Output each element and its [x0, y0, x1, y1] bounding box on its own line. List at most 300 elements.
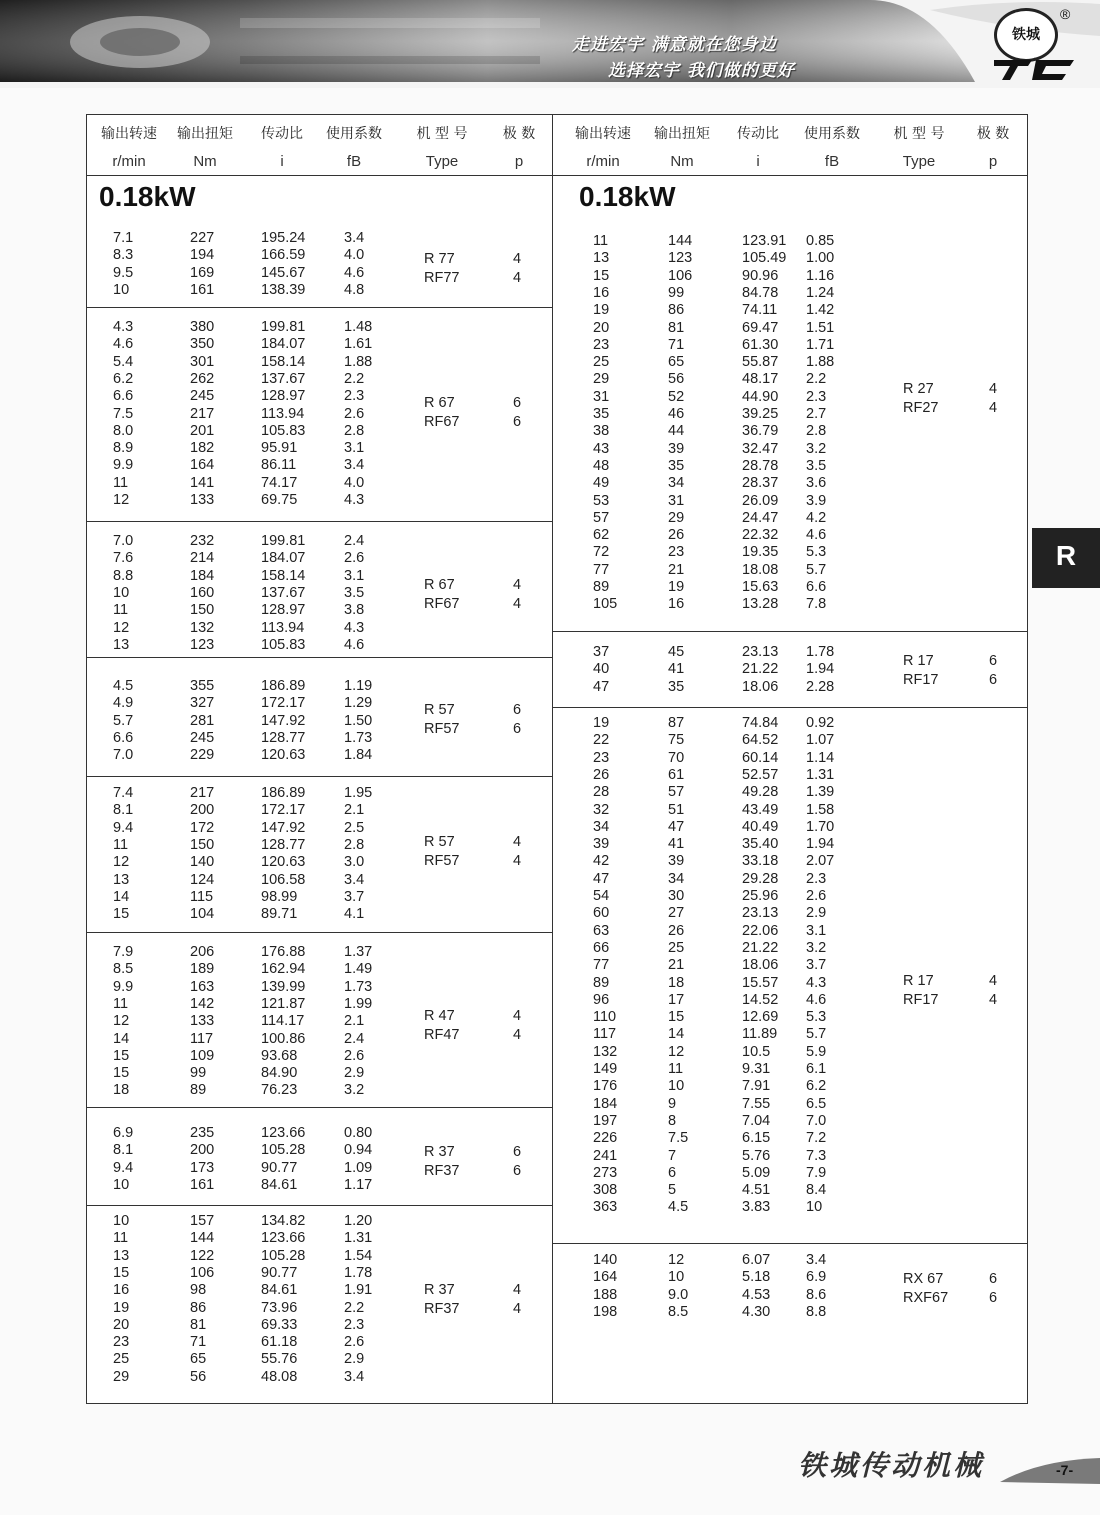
- right-table-cell: 49: [593, 475, 610, 492]
- left-table-cell: 105.83: [261, 636, 306, 653]
- right-table-cell: 1.16: [806, 267, 835, 284]
- right-table-cell: 1.94: [806, 661, 835, 678]
- right-table-cell: 46: [668, 406, 685, 422]
- left-group-divider: [87, 1205, 552, 1206]
- right-table-cell: 6.5: [806, 1095, 827, 1112]
- left-table-cell: 2.4: [344, 533, 365, 549]
- right-table-cell: 5.09: [742, 1164, 771, 1181]
- left-table-cell: 7.5: [113, 405, 134, 422]
- left-table-cell: 184.07: [261, 336, 306, 353]
- right-table-cell: 6.9: [806, 1269, 827, 1286]
- right-table-cell: 1.31: [806, 766, 835, 783]
- left-header-speed-zh: 输出转速: [101, 126, 157, 142]
- left-header-row: [87, 115, 552, 176]
- right-table-cell: 8: [668, 1112, 677, 1129]
- right-table-cell: 5.3: [806, 544, 827, 561]
- left-table-cell: 9.4: [113, 819, 134, 836]
- left-table-cell: 6.2: [113, 370, 134, 387]
- right-table-cell: 1.07: [806, 732, 835, 749]
- right-column: [553, 115, 1027, 1403]
- right-table-cell: 4.6: [806, 991, 827, 1008]
- right-table-cell: 5.3: [806, 1009, 827, 1026]
- left-table-cell: 9.9: [113, 978, 134, 995]
- left-table-cell: 106: [190, 1264, 215, 1281]
- left-column: [87, 115, 553, 1403]
- right-table-cell: 10: [668, 1269, 685, 1286]
- left-table-cell: 56: [190, 1368, 207, 1385]
- left-model-type: RF67: [424, 414, 460, 430]
- right-table-cell: 49.28: [742, 784, 779, 801]
- left-table-cell: 12: [113, 1013, 130, 1030]
- left-table-cell: 4.0: [344, 247, 365, 264]
- right-table-cell: 123.91: [742, 233, 787, 249]
- left-table-cell: 141: [190, 474, 215, 491]
- right-table-cell: 16: [593, 284, 610, 301]
- right-table-cell: 4.3: [806, 974, 827, 991]
- right-table-cell: 8.6: [806, 1286, 827, 1303]
- left-table-cell: 145.67: [261, 264, 306, 281]
- right-table-cell: 26: [668, 922, 685, 939]
- right-table-cell: 19: [668, 579, 685, 595]
- left-group-divider: [87, 776, 552, 777]
- left-table-cell: 232: [190, 533, 215, 549]
- right-table-cell: 62: [593, 527, 610, 544]
- right-table-cell: 3.9: [806, 492, 827, 509]
- left-table-cell: 6.9: [113, 1125, 134, 1141]
- right-table-cell: 25: [593, 354, 610, 371]
- left-table-cell: 4.1: [344, 906, 365, 923]
- right-table-cell: 241: [593, 1147, 618, 1164]
- left-model-type: R 37: [424, 1282, 455, 1298]
- left-pole-count: 6: [513, 414, 522, 430]
- left-table-cell: 184.07: [261, 550, 306, 567]
- right-table-cell: 39: [668, 853, 685, 870]
- left-table-cell: 113.94: [261, 619, 305, 636]
- left-table-cell: 163: [190, 978, 215, 995]
- right-table-cell: 1.78: [806, 644, 835, 660]
- left-table-cell: 1.73: [344, 978, 373, 995]
- left-table-cell: 123: [190, 636, 215, 653]
- left-table-cell: 10: [113, 584, 130, 601]
- left-table-cell: 7.0: [113, 747, 134, 764]
- left-table-cell: 1.20: [344, 1213, 373, 1229]
- right-table-cell: 13.28: [742, 596, 779, 613]
- left-table-cell: 8.5: [113, 961, 134, 978]
- right-table-cell: 198: [593, 1303, 618, 1320]
- left-table-cell: 164: [190, 457, 215, 474]
- right-table-cell: 60.14: [742, 749, 779, 766]
- right-header-speed-en: r/min: [586, 153, 620, 170]
- right-pole-count: 4: [989, 973, 998, 989]
- right-table-cell: 4.2: [806, 509, 827, 526]
- left-table-cell: 7.4: [113, 785, 134, 801]
- right-table-cell: 70: [668, 749, 685, 766]
- right-table-cell: 1.94: [806, 836, 835, 853]
- right-table-cell: 29: [593, 371, 610, 388]
- logo-mark-text: TC: [1034, 58, 1036, 59]
- right-table-cell: 363: [593, 1199, 618, 1216]
- page-number: -7-: [1056, 1462, 1074, 1478]
- left-table-cell: 122: [190, 1247, 215, 1264]
- left-table-cell: 15: [113, 1047, 130, 1064]
- left-table-cell: 1.29: [344, 695, 373, 712]
- right-table-cell: 7.0: [806, 1112, 827, 1129]
- right-table-cell: 21.22: [742, 661, 779, 678]
- left-table-cell: 235: [190, 1125, 215, 1141]
- left-table-cell: 0.94: [344, 1142, 373, 1159]
- left-table-cell: 3.4: [344, 230, 365, 246]
- left-table-cell: 105.28: [261, 1247, 306, 1264]
- right-header-torque-en: Nm: [670, 153, 694, 170]
- right-table-cell: 28.37: [742, 475, 779, 492]
- right-header-poles-en: p: [988, 153, 998, 170]
- left-table-cell: 199.81: [261, 319, 306, 335]
- left-table-cell: 2.6: [344, 550, 365, 567]
- left-table-cell: 1.88: [344, 353, 373, 370]
- left-table-cell: 73.96: [261, 1299, 298, 1316]
- left-model-type: R 57: [424, 834, 455, 850]
- left-table-cell: 4.5: [113, 678, 134, 694]
- right-table-cell: 21: [668, 561, 685, 578]
- right-table-cell: 8.8: [806, 1303, 827, 1320]
- left-pole-count: 6: [513, 1144, 522, 1160]
- right-header-poles-zh: 极 数: [976, 126, 1010, 142]
- right-table-cell: 75: [668, 732, 685, 749]
- left-table-cell: 81: [190, 1316, 207, 1333]
- left-table-cell: 55.76: [261, 1351, 298, 1368]
- right-table-cell: 66: [593, 939, 610, 956]
- right-model-type: RF27: [903, 400, 939, 416]
- right-header-factor-en: fB: [824, 153, 840, 170]
- left-table-cell: 10: [113, 1213, 130, 1229]
- right-table-cell: 106: [668, 267, 693, 284]
- right-table-cell: 90.96: [742, 267, 779, 284]
- right-table-cell: 18: [668, 974, 685, 991]
- left-table-cell: 20: [113, 1316, 130, 1333]
- left-table-cell: 147.92: [261, 819, 306, 836]
- left-table-cell: 4.3: [113, 319, 134, 335]
- right-table-cell: 5.7: [806, 561, 827, 578]
- right-table-cell: 105.49: [742, 250, 787, 267]
- right-table-cell: 132: [593, 1043, 618, 1060]
- right-table-cell: 32: [593, 801, 610, 818]
- right-table-cell: 5.7: [806, 1026, 827, 1043]
- right-table-cell: 21: [668, 957, 685, 974]
- right-header-factor-zh: 使用系数: [804, 126, 860, 142]
- left-table-cell: 2.9: [344, 1065, 365, 1082]
- right-table-cell: 15.57: [742, 974, 779, 991]
- left-model-type: RF77: [424, 270, 460, 286]
- left-table-cell: 69.75: [261, 492, 298, 508]
- left-table-cell: 2.2: [344, 1299, 365, 1316]
- left-pole-count: 4: [513, 853, 522, 869]
- right-table-cell: 5.18: [742, 1269, 771, 1286]
- left-pole-count: 4: [513, 1301, 522, 1317]
- left-table-cell: 93.68: [261, 1047, 298, 1064]
- right-table-cell: 7.9: [806, 1164, 827, 1181]
- right-table-cell: 2.8: [806, 423, 827, 440]
- left-model-type: RF47: [424, 1027, 460, 1043]
- left-table-cell: 12: [113, 619, 130, 636]
- right-table-cell: 18.06: [742, 957, 779, 974]
- left-table-cell: 11: [113, 995, 129, 1012]
- left-table-cell: 1.09: [344, 1159, 373, 1176]
- right-table-cell: 77: [593, 561, 610, 578]
- right-table-cell: 89: [593, 974, 610, 991]
- section-tab: [1032, 528, 1100, 588]
- right-table-cell: 84.78: [742, 284, 779, 301]
- left-table-cell: 138.39: [261, 281, 306, 298]
- right-table-cell: 61.30: [742, 336, 779, 353]
- left-table-cell: 11: [113, 474, 129, 491]
- left-table-cell: 90.77: [261, 1159, 298, 1176]
- left-table-cell: 158.14: [261, 567, 306, 584]
- left-table-cell: 2.4: [344, 1030, 365, 1047]
- right-table-cell: 41: [668, 836, 685, 853]
- left-table-cell: 2.3: [344, 1316, 365, 1333]
- right-table-cell: 1.39: [806, 784, 835, 801]
- left-table-cell: 3.0: [344, 854, 365, 871]
- left-table-cell: 25: [113, 1351, 130, 1368]
- left-table-cell: 173: [190, 1159, 215, 1176]
- section-tab-label: R: [1055, 540, 1077, 571]
- right-table-cell: 144: [668, 233, 693, 249]
- right-table-cell: 23: [593, 749, 610, 766]
- right-group-divider: [553, 1243, 1027, 1244]
- left-pole-count: 6: [513, 702, 522, 718]
- left-table-cell: 105.83: [261, 422, 306, 439]
- right-pole-count: 6: [989, 1290, 998, 1306]
- right-table-cell: 81: [668, 319, 685, 336]
- right-table-cell: 7.8: [806, 596, 827, 613]
- right-table-cell: 110: [593, 1009, 617, 1026]
- left-table-cell: 2.5: [344, 819, 365, 836]
- left-table-cell: 16: [113, 1282, 130, 1299]
- right-model-type: R 17: [903, 653, 934, 669]
- right-table-cell: 18.06: [742, 678, 779, 695]
- left-table-cell: 1.78: [344, 1264, 373, 1281]
- left-table-cell: 9.5: [113, 264, 134, 281]
- right-table-cell: 10: [806, 1199, 823, 1216]
- right-table-cell: 6.6: [806, 579, 827, 595]
- right-table-cell: 11.89: [742, 1026, 778, 1043]
- left-table-cell: 2.3: [344, 388, 365, 405]
- left-table-cell: 1.17: [344, 1176, 373, 1193]
- right-header-ratio-zh: 传动比: [737, 126, 779, 142]
- right-table-cell: 9.31: [742, 1061, 771, 1077]
- right-table-cell: 3.2: [806, 440, 827, 457]
- right-table-cell: 164: [593, 1269, 618, 1286]
- right-table-cell: 64.52: [742, 732, 779, 749]
- left-table-cell: 89: [190, 1082, 207, 1099]
- right-table-cell: 12: [668, 1252, 685, 1268]
- left-table-cell: 217: [190, 405, 215, 422]
- right-table-cell: 19.35: [742, 544, 779, 561]
- right-table-cell: 2.2: [806, 371, 827, 388]
- right-table-cell: 1.24: [806, 284, 835, 301]
- left-table-cell: 14: [113, 888, 130, 905]
- banner-tagline-1: 走进宏宇 满意就在您身边: [572, 35, 777, 55]
- left-table-cell: 8.8: [113, 567, 134, 584]
- left-group-divider: [87, 932, 552, 933]
- right-table-cell: 7.2: [806, 1130, 827, 1147]
- right-table-cell: 28: [593, 784, 610, 801]
- left-pole-count: 4: [513, 270, 522, 286]
- right-table-cell: 34: [593, 818, 610, 835]
- left-table-cell: 48.08: [261, 1368, 298, 1385]
- left-table-cell: 214: [190, 550, 215, 567]
- right-table-cell: 2.6: [806, 888, 827, 904]
- right-table-cell: 14: [668, 1026, 685, 1043]
- right-table-cell: 87: [668, 715, 685, 731]
- left-table-cell: 186.89: [261, 785, 306, 801]
- right-table-cell: 26: [668, 527, 685, 544]
- left-table-cell: 2.8: [344, 422, 365, 439]
- header-banner: [0, 0, 1100, 88]
- right-table-cell: 44: [668, 423, 685, 440]
- left-table-cell: 10: [113, 281, 130, 298]
- left-table-cell: 206: [190, 944, 215, 960]
- left-model-type: RF37: [424, 1301, 460, 1317]
- left-table-cell: 189: [190, 961, 215, 978]
- right-table-cell: 23: [593, 336, 610, 353]
- left-table-cell: 4.3: [344, 492, 365, 508]
- left-table-cell: 133: [190, 492, 215, 508]
- left-table-cell: 12: [113, 492, 130, 508]
- left-table-cell: 9.9: [113, 457, 134, 474]
- left-table-cell: 120.63: [261, 854, 306, 871]
- right-table-cell: 26.09: [742, 492, 779, 509]
- left-table-cell: 3.1: [344, 440, 365, 457]
- right-table-cell: 20: [593, 319, 610, 336]
- left-table-cell: 109: [190, 1047, 215, 1064]
- left-table-cell: 3.7: [344, 888, 365, 905]
- left-table-cell: 95.91: [261, 440, 298, 457]
- right-table-cell: 3.7: [806, 957, 827, 974]
- left-table-cell: 186.89: [261, 678, 306, 694]
- right-table-cell: 40: [593, 661, 610, 678]
- right-table-cell: 22.06: [742, 922, 779, 939]
- left-table-cell: 199.81: [261, 533, 306, 549]
- right-model-type: R 17: [903, 973, 934, 989]
- right-table-cell: 9.0: [668, 1286, 689, 1303]
- right-table-cell: 149: [593, 1061, 618, 1077]
- right-table-cell: 197: [593, 1112, 618, 1129]
- right-table-cell: 1.00: [806, 250, 835, 267]
- right-header-torque-zh: 输出扭矩: [654, 126, 710, 142]
- right-table-cell: 47: [668, 818, 685, 835]
- right-model-type: RXF67: [903, 1290, 949, 1306]
- right-header-type-en: Type: [902, 153, 936, 170]
- left-table-cell: 2.8: [344, 836, 365, 853]
- right-header-speed-zh: 输出转速: [575, 126, 631, 142]
- left-table-cell: 69.33: [261, 1316, 298, 1333]
- left-table-cell: 1.54: [344, 1247, 373, 1264]
- left-header-speed-en: r/min: [112, 153, 146, 170]
- right-table-cell: 5.76: [742, 1147, 771, 1164]
- left-model-type: RF67: [424, 596, 460, 612]
- right-table-cell: 32.47: [742, 440, 779, 457]
- footer-brand: 铁城传动机械: [798, 1449, 985, 1482]
- left-table-cell: 161: [190, 281, 215, 298]
- right-header-ratio-en: i: [756, 153, 760, 170]
- left-table-cell: 172: [190, 819, 215, 836]
- right-table-cell: 18.08: [742, 561, 779, 578]
- right-table-cell: 25: [668, 939, 685, 956]
- right-table-cell: 34: [668, 870, 685, 887]
- right-table-cell: 96: [593, 991, 610, 1008]
- right-table-cell: 57: [668, 784, 685, 801]
- left-table-cell: 98.99: [261, 888, 298, 905]
- right-table-cell: 6.15: [742, 1130, 771, 1147]
- left-table-cell: 3.4: [344, 457, 365, 474]
- left-table-cell: 301: [190, 353, 215, 370]
- left-table-cell: 200: [190, 1142, 215, 1159]
- right-table-cell: 29.28: [742, 870, 779, 887]
- left-model-type: RF57: [424, 721, 460, 737]
- right-table-cell: 188: [593, 1286, 618, 1303]
- left-header-type-en: Type: [425, 153, 459, 170]
- left-table-cell: 11: [113, 836, 129, 853]
- right-pole-count: 6: [989, 672, 998, 688]
- right-table-cell: 7.3: [806, 1147, 827, 1164]
- left-table-cell: 6.6: [113, 388, 134, 405]
- left-table-cell: 113.94: [261, 405, 305, 422]
- right-power-title: 0.18kW: [579, 181, 676, 212]
- left-table-cell: 1.91: [344, 1282, 373, 1299]
- left-table-cell: 1.19: [344, 678, 373, 694]
- left-table-cell: 160: [190, 584, 215, 601]
- left-table-cell: 106.58: [261, 871, 306, 888]
- left-table-cell: 29: [113, 1368, 130, 1385]
- left-pole-count: 4: [513, 1008, 522, 1024]
- left-table-cell: 355: [190, 678, 215, 694]
- right-model-type: RF17: [903, 992, 939, 1008]
- right-table-cell: 21.22: [742, 939, 779, 956]
- left-table-cell: 3.5: [344, 584, 365, 601]
- right-pole-count: 4: [989, 400, 998, 416]
- left-table-cell: 65: [190, 1351, 207, 1368]
- left-table-cell: 18: [113, 1082, 130, 1099]
- left-table-cell: 90.77: [261, 1264, 298, 1281]
- right-table-cell: 12.69: [742, 1009, 779, 1026]
- left-table-cell: 4.6: [344, 636, 365, 653]
- right-table-cell: 105: [593, 596, 618, 613]
- left-table-cell: 2.1: [344, 1013, 365, 1030]
- left-table-cell: 200: [190, 802, 215, 819]
- left-table-cell: 10: [113, 1176, 130, 1193]
- left-table-cell: 158.14: [261, 353, 306, 370]
- right-table-cell: 2.7: [806, 406, 827, 422]
- left-table-cell: 1.95: [344, 785, 373, 801]
- left-table-cell: 327: [190, 695, 215, 712]
- right-table-cell: 27: [668, 905, 685, 922]
- left-table-cell: 8.9: [113, 440, 134, 457]
- company-logo: [986, 8, 1082, 82]
- left-table-cell: 3.2: [344, 1082, 365, 1099]
- right-table-cell: 42: [593, 853, 610, 870]
- right-table-cell: 47: [593, 870, 610, 887]
- right-table-cell: 55.87: [742, 354, 779, 371]
- left-table-cell: 117: [190, 1030, 214, 1047]
- left-model-type: R 67: [424, 577, 455, 593]
- left-table-cell: 3.1: [344, 567, 365, 584]
- left-table-cell: 9.4: [113, 1159, 134, 1176]
- left-pole-count: 6: [513, 395, 522, 411]
- left-table-cell: 1.37: [344, 944, 373, 960]
- left-table-cell: 7.1: [113, 230, 134, 246]
- right-table-cell: 39: [668, 440, 685, 457]
